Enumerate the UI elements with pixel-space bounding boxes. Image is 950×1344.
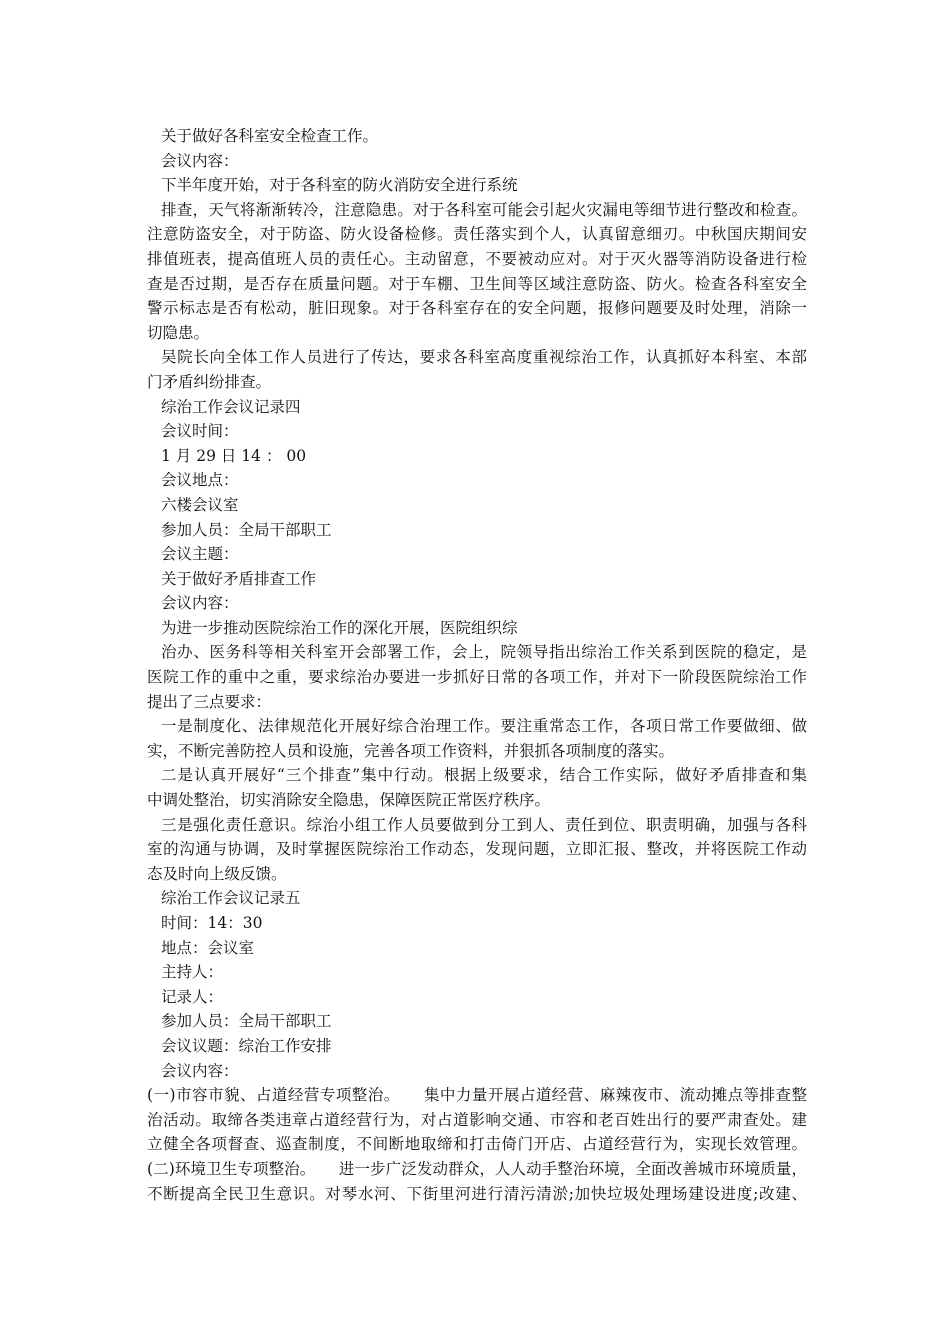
text-line: (二)环境卫生专项整治。 进一步广泛发动群众，人人动手整治环境，全面改善城市环境质量， — [147, 1159, 807, 1178]
document-page — [147, 124, 807, 1206]
text-line: 一是制度化、法律规范化开展好综合治理工作。要注重常态工作，各项日常工作要做细、做 — [161, 717, 807, 736]
text-line: 实，不断完善防控人员和设施，完善各项工作资料，并狠抓各项制度的落实。 — [147, 741, 675, 760]
text-line: 会议主题： — [161, 545, 239, 564]
text-line: 门矛盾纠纷排查。 — [147, 372, 272, 391]
text-line: 三是强化责任意识。综治小组工作人员要做到分工到人、责任到位、职责明确，加强与各科 — [161, 815, 807, 834]
text-line: 会议地点： — [161, 471, 239, 490]
text-line: 地点：会议室 — [161, 938, 255, 957]
text-line: 会议议题：综治工作安排 — [161, 1036, 332, 1055]
text-line: 下半年度开始，对于各科室的防火消防安全进行系统 — [161, 176, 518, 195]
text-line: 医院工作的重中之重，要求综治办要进一步抓好日常的各项工作，并对下一阶段医院综治工作 — [147, 668, 807, 687]
text-line: 会议内容： — [161, 1061, 239, 1080]
text-line: 参加人员：全局干部职工 — [161, 1012, 332, 1031]
text-line: 会议内容： — [161, 594, 239, 613]
text-line: 时间：14：30 — [161, 914, 263, 932]
text-line: 治活动。取缔各类违章占道经营行为，对占道影响交通、市容和老百姓出行的要严肃查处。建 — [147, 1110, 807, 1129]
text-line: 记录人： — [161, 987, 224, 1006]
text-line: 综治工作会议记录四 — [161, 397, 301, 416]
text-line: 二是认真开展好“三个排查”集中行动。根据上级要求，结合工作实际，做好矛盾排查和集 — [161, 766, 807, 785]
text-line: 关于做好矛盾排查工作 — [161, 569, 317, 588]
text-line: 立健全各项督查、巡查制度，不间断地取缔和打击倚门开店、占道经营行为，实现长效管理。 — [147, 1135, 807, 1154]
text-line: 注意防盗安全，对于防盗、防火设备检修。责任落实到个人，认真留意细刃。中秋国庆期间安 — [147, 225, 807, 244]
text-line: 关于做好各科室安全检查工作。 — [161, 127, 379, 145]
text-line: 中调处整治，切实消除安全隐患，保障医院正常医疗秩序。 — [147, 791, 551, 810]
text-line: 会议时间： — [161, 422, 239, 441]
text-line: 态及时向上级反馈。 — [147, 864, 287, 883]
text-line: 排值班表，提高值班人员的责任心。主动留意，不要被动应对。对于灭火器等消防设备进行检 — [147, 249, 807, 268]
text-line: 排查，天气将渐渐转冷，注意隐患。对于各科室可能会引起火灾漏电等细节进行整改和检查。 — [161, 200, 807, 219]
text-line: 会议内容： — [161, 151, 239, 170]
text-line: (一)市容市貌、占道经营专项整治。 集中力量开展占道经营、麻辣夜市、流动摊点等排查整 — [147, 1086, 807, 1105]
text-line: 治办、医务科等相关科室开会部署工作，会上，院领导指出综治工作关系到医院的稳定，是 — [161, 643, 807, 662]
text-line: 1 月 29 日 14 ： 00 — [161, 446, 307, 465]
text-line: 不断提高全民卫生意识。对琴水河、下街里河进行清污清淤;加快垃圾处理场建设进度;改建、 — [147, 1184, 807, 1203]
text-line: 为进一步推动医院综治工作的深化开展，医院组织综 — [161, 618, 518, 637]
text-line: 查是否过期，是否存在质量问题。对于车棚、卫生间等区域注意防盗、防火。检查各科室安全 — [147, 274, 807, 293]
text-line: 切隐患。 — [147, 323, 210, 342]
text-line: 警示标志是否有松动，脏旧现象。对于各科室存在的安全问题，报修问题要及时处理，消除一 — [147, 299, 807, 318]
text-line: 主持人： — [161, 963, 224, 982]
text-line: 室的沟通与协调，及时掌握医院综治工作动态，发现问题，立即汇报、整改，并将医院工作动 — [147, 840, 807, 859]
text-line: 参加人员：全局干部职工 — [161, 520, 332, 539]
text-line: 提出了三点要求： — [147, 692, 272, 711]
text-line: 综治工作会议记录五 — [161, 889, 301, 908]
text-line: 六楼会议室 — [161, 495, 239, 514]
text-line: 吴院长向全体工作人员进行了传达，要求各科室高度重视综治工作，认真抓好本科室、本部 — [161, 348, 807, 367]
